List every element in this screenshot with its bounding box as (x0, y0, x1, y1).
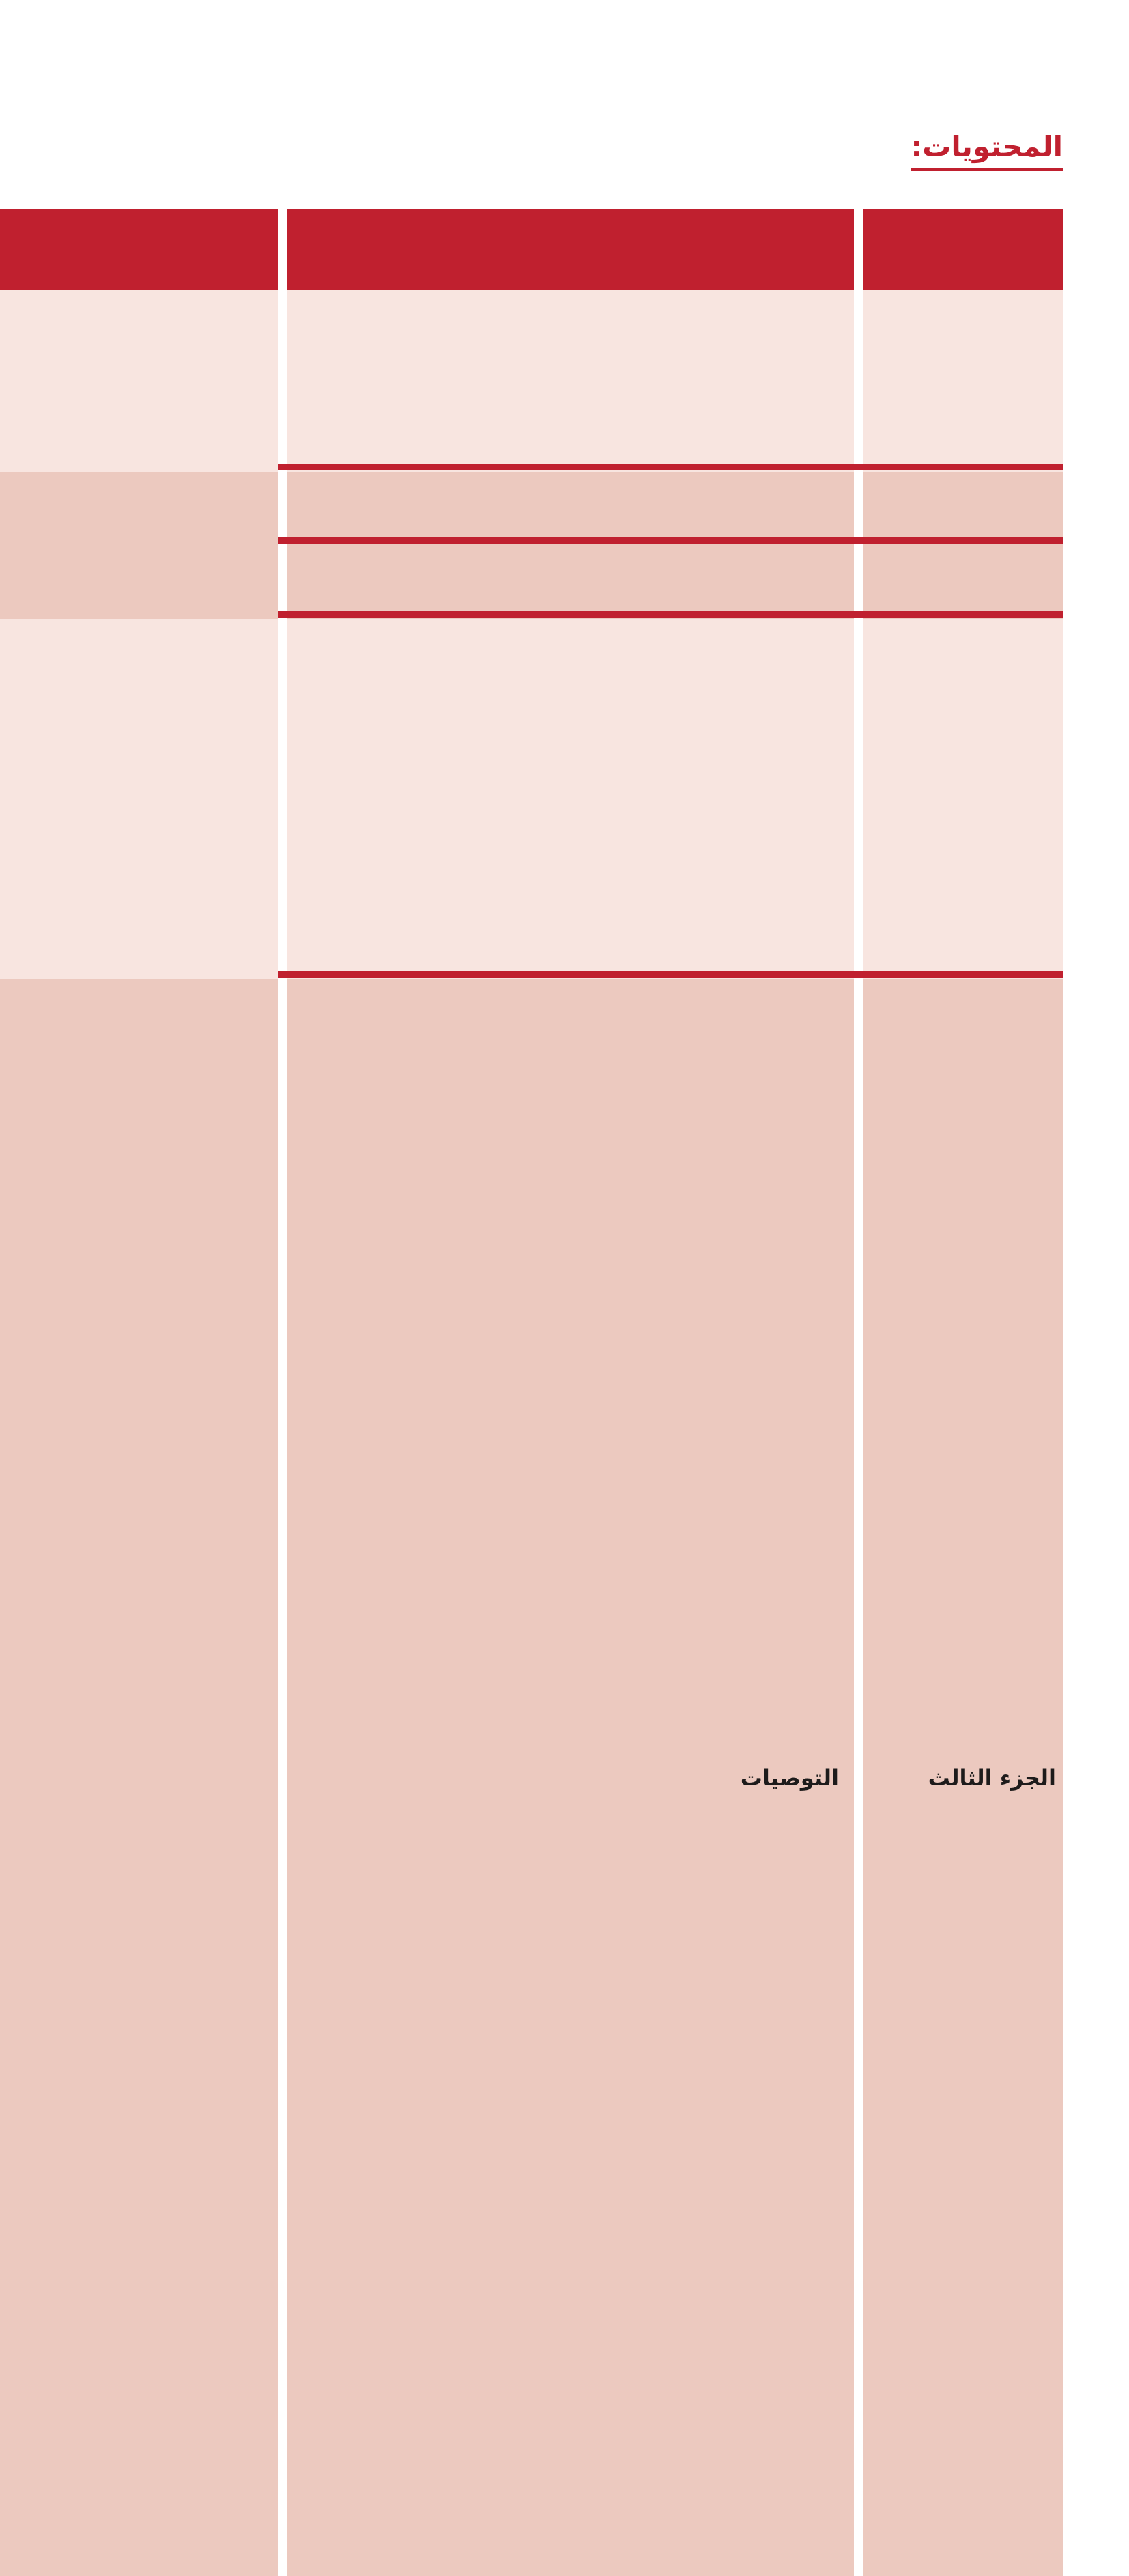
table-row-chapter-five (66, 857, 1063, 910)
contents-title: المحتويات: (911, 131, 1063, 171)
chapter-cell: الجزء الثالث (863, 979, 1063, 2576)
table-row-chapter-four (66, 797, 1063, 851)
table-row-exec-summary (66, 409, 1063, 462)
page-number-cell (0, 979, 278, 2576)
table-of-contents (66, 209, 1063, 1791)
table-row-chapter-two (66, 679, 1063, 732)
table-row-introduction (66, 290, 1063, 343)
table-row-part-three (66, 979, 1063, 1791)
table-row-chapter-three (66, 738, 1063, 791)
table-header-row (66, 209, 1063, 284)
table-row-chapter-one (66, 619, 1063, 673)
table-row-org-structure (66, 350, 1063, 403)
table-row-part-one (66, 472, 1063, 536)
table-row-part-two (66, 546, 1063, 610)
subject-cell: التوصيات (287, 979, 854, 2576)
table-row-chapter-six (66, 916, 1063, 969)
